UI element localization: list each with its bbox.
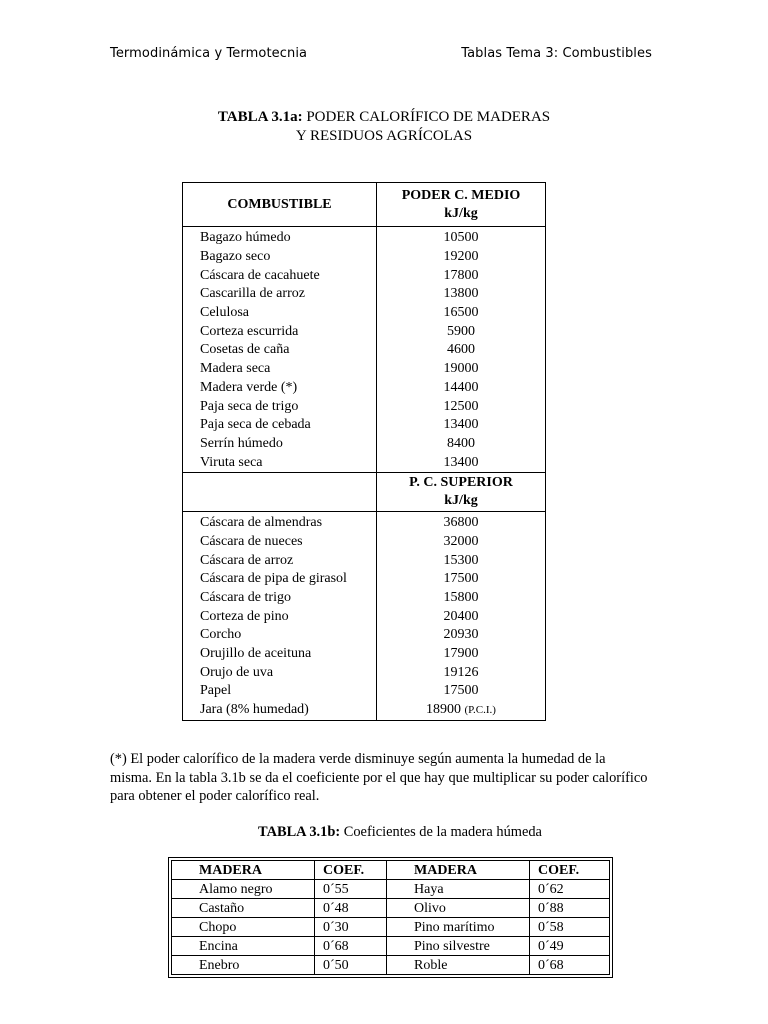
calorific-value: 17500 <box>377 682 546 701</box>
table-1a-header-row <box>183 183 546 227</box>
table-1a <box>182 182 546 721</box>
calorific-value: 17800 <box>377 266 546 285</box>
table-row <box>183 360 546 379</box>
wood-name: Encina <box>172 937 315 956</box>
calorific-value: 10500 <box>377 227 546 248</box>
coefficient: 0´68 <box>530 956 610 975</box>
calorific-value: 19200 <box>377 248 546 267</box>
calorific-value: 8400 <box>377 435 546 454</box>
fuel-name: Viruta seca <box>183 453 377 472</box>
col-header-poder-medio-line1: PODER C. MEDIO <box>401 187 521 203</box>
blank-cell <box>183 472 377 511</box>
calorific-value: 17500 <box>377 570 546 589</box>
fuel-name: Cascarilla de arroz <box>183 285 377 304</box>
table-row <box>183 285 546 304</box>
calorific-value: 12500 <box>377 397 546 416</box>
table-1b-label: TABLA 3.1b: <box>258 824 341 840</box>
calorific-value: 17900 <box>377 645 546 664</box>
wood-name: Pino silvestre <box>387 937 530 956</box>
table-row <box>183 570 546 589</box>
calorific-value: 20400 <box>377 607 546 626</box>
table-row <box>183 397 546 416</box>
table-row <box>183 341 546 360</box>
col-header-poder-medio <box>377 183 546 227</box>
pci-note: (P.C.I.) <box>464 704 496 717</box>
fuel-name: Cáscara de nueces <box>183 533 377 552</box>
calorific-value-number: 18900 <box>426 702 461 718</box>
calorific-value: 5900 <box>377 322 546 341</box>
fuel-name: Madera verde (*) <box>183 379 377 398</box>
coefficient: 0´62 <box>530 880 610 899</box>
col-header-poder-medio-unit: kJ/kg <box>444 205 478 221</box>
table-row <box>183 701 546 720</box>
table-row <box>172 880 610 899</box>
table-row <box>183 626 546 645</box>
fuel-name: Cáscara de pipa de girasol <box>183 570 377 589</box>
table-row <box>183 248 546 267</box>
coefficient: 0´50 <box>315 956 387 975</box>
col-header-pc-superior-line1: P. C. SUPERIOR <box>409 474 513 490</box>
fuel-name: Madera seca <box>183 360 377 379</box>
table-row <box>183 663 546 682</box>
fuel-name: Serrín húmedo <box>183 435 377 454</box>
table-1b <box>171 860 610 975</box>
calorific-value: 14400 <box>377 379 546 398</box>
table-row <box>183 551 546 570</box>
col-header-combustible: COMBUSTIBLE <box>183 183 377 227</box>
table-row <box>183 304 546 323</box>
table-1b-title <box>0 824 768 841</box>
coefficient: 0´68 <box>315 937 387 956</box>
table-row <box>183 589 546 608</box>
coefficient: 0´58 <box>530 918 610 937</box>
coefficient: 0´30 <box>315 918 387 937</box>
wood-name: Roble <box>387 956 530 975</box>
wood-name: Haya <box>387 880 530 899</box>
calorific-value: 15300 <box>377 551 546 570</box>
table-1b-header-row <box>172 861 610 880</box>
calorific-value <box>377 701 546 720</box>
calorific-value: 20930 <box>377 626 546 645</box>
table-row <box>183 322 546 341</box>
fuel-name: Orujillo de aceituna <box>183 645 377 664</box>
col-header-pc-superior <box>377 472 546 511</box>
col-header-madera-1: MADERA <box>172 861 315 880</box>
fuel-name: Cáscara de almendras <box>183 511 377 532</box>
wood-name: Alamo negro <box>172 880 315 899</box>
table-row <box>183 227 546 248</box>
table-1a-title <box>0 108 768 146</box>
fuel-name: Papel <box>183 682 377 701</box>
coefficient: 0´88 <box>530 899 610 918</box>
calorific-value: 19000 <box>377 360 546 379</box>
fuel-name: Corteza de pino <box>183 607 377 626</box>
col-header-coef-2: COEF. <box>530 861 610 880</box>
table-row <box>172 956 610 975</box>
wood-name: Enebro <box>172 956 315 975</box>
calorific-value: 16500 <box>377 304 546 323</box>
calorific-value: 13400 <box>377 416 546 435</box>
table-row <box>183 435 546 454</box>
col-header-pc-superior-unit: kJ/kg <box>444 492 478 508</box>
wood-name: Pino marítimo <box>387 918 530 937</box>
table-row <box>183 645 546 664</box>
table-row <box>183 266 546 285</box>
wood-name: Chopo <box>172 918 315 937</box>
calorific-value: 32000 <box>377 533 546 552</box>
calorific-value: 15800 <box>377 589 546 608</box>
footnote: (*) El poder calorífico de la madera verde disminuye según aumenta la humedad de la misma. En la tabla 3.1b se da el coeficiente por el que hay que multiplicar su poder calorífico para obtener el poder calorífico real. <box>110 751 648 805</box>
wood-name: Castaño <box>172 899 315 918</box>
table-row <box>172 937 610 956</box>
table-row <box>183 607 546 626</box>
fuel-name: Cosetas de caña <box>183 341 377 360</box>
table-row <box>183 533 546 552</box>
table-1a-label: TABLA 3.1a: <box>217 109 303 125</box>
coefficient: 0´55 <box>315 880 387 899</box>
calorific-value: 4600 <box>377 341 546 360</box>
fuel-name: Bagazo seco <box>183 248 377 267</box>
fuel-name: Jara (8% humedad) <box>183 701 377 720</box>
coefficient: 0´48 <box>315 899 387 918</box>
table-row <box>183 453 546 472</box>
fuel-name: Corcho <box>183 626 377 645</box>
calorific-value: 36800 <box>377 511 546 532</box>
table-row <box>183 682 546 701</box>
page-header-right: Tablas Tema 3: Combustibles <box>461 46 652 61</box>
col-header-madera-2: MADERA <box>387 861 530 880</box>
table-row <box>172 899 610 918</box>
table-1a-title-line1: PODER CALORÍFICO DE MADERAS <box>306 109 551 125</box>
fuel-name: Paja seca de trigo <box>183 397 377 416</box>
fuel-name: Celulosa <box>183 304 377 323</box>
calorific-value: 13400 <box>377 453 546 472</box>
table-row <box>183 379 546 398</box>
table-row <box>172 918 610 937</box>
table-1a-subheader-row <box>183 472 546 511</box>
fuel-name: Orujo de uva <box>183 663 377 682</box>
table-row <box>183 511 546 532</box>
calorific-value: 19126 <box>377 663 546 682</box>
fuel-name: Bagazo húmedo <box>183 227 377 248</box>
fuel-name: Cáscara de trigo <box>183 589 377 608</box>
wood-name: Olivo <box>387 899 530 918</box>
coefficient: 0´49 <box>530 937 610 956</box>
fuel-name: Cáscara de cacahuete <box>183 266 377 285</box>
table-1a-title-line2: Y RESIDUOS AGRÍCOLAS <box>295 128 473 144</box>
table-1b-title-text: Coeficientes de la madera húmeda <box>343 824 542 840</box>
fuel-name: Corteza escurrida <box>183 322 377 341</box>
fuel-name: Cáscara de arroz <box>183 551 377 570</box>
col-header-coef-1: COEF. <box>315 861 387 880</box>
table-row <box>183 416 546 435</box>
calorific-value: 13800 <box>377 285 546 304</box>
page-header-left: Termodinámica y Termotecnia <box>110 46 308 61</box>
fuel-name: Paja seca de cebada <box>183 416 377 435</box>
